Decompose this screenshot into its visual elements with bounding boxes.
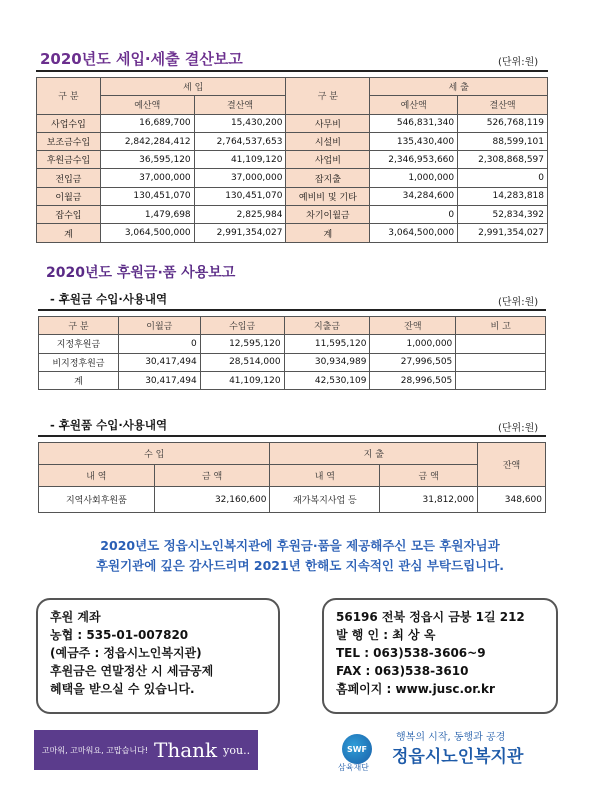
expense-budget: 3,064,500,000	[370, 224, 458, 242]
money-header: 비 고	[456, 317, 546, 335]
income-settle: 2,764,537,653	[194, 132, 286, 150]
money-cell: 41,109,120	[200, 371, 284, 389]
contact-homepage: 홈페이지 : www.jusc.or.kr	[336, 682, 495, 696]
income-settle: 2,825,984	[194, 206, 286, 224]
banner-thank-text: Thank	[154, 738, 218, 762]
report-title: 2020년도 세입·세출 결산보고	[40, 50, 243, 68]
goods-income-amount-header: 금 액	[154, 465, 270, 487]
goods-subtitle: - 후원품 수입·사용내역	[50, 418, 168, 432]
income-budget: 16,689,700	[100, 114, 194, 132]
money-cell	[456, 353, 546, 371]
money-cell: 비지정후원금	[39, 353, 119, 371]
expense-settle: 52,834,392	[458, 206, 548, 224]
income-budget-header: 예산액	[100, 96, 194, 114]
income-label: 이월금	[37, 187, 101, 205]
goods-income-amount: 32,160,600	[154, 487, 270, 513]
money-cell: 지정후원금	[39, 335, 119, 353]
expense-label: 시설비	[286, 132, 370, 150]
goods-balance: 348,600	[478, 487, 546, 513]
income-expense-table	[36, 77, 548, 243]
expense-settle: 526,768,119	[458, 114, 548, 132]
goods-expense-amount-header: 금 액	[380, 465, 478, 487]
expense-budget: 0	[370, 206, 458, 224]
goods-expense-item: 재가복지사업 등	[270, 487, 380, 513]
report-unit: (단위:원)	[498, 57, 539, 68]
income-label: 전입금	[37, 169, 101, 187]
account-line: 후원 계좌	[50, 610, 101, 624]
money-subtitle: - 후원금 수입·사용내역	[50, 292, 168, 306]
expense-settle: 0	[458, 169, 548, 187]
income-settle: 41,109,120	[194, 151, 286, 169]
income-settle: 37,000,000	[194, 169, 286, 187]
money-cell	[456, 371, 546, 389]
money-cell: 42,530,109	[284, 371, 370, 389]
report-rule	[36, 70, 548, 72]
table-row	[39, 487, 546, 513]
income-label: 보조금수입	[37, 132, 101, 150]
money-header: 잔액	[370, 317, 456, 335]
goods-balance-header: 잔액	[478, 443, 546, 487]
table-row	[39, 371, 546, 389]
money-cell	[456, 335, 546, 353]
expense-settle: 2,308,868,597	[458, 151, 548, 169]
table-row	[37, 132, 548, 150]
income-budget: 130,451,070	[100, 187, 194, 205]
expense-label: 잡지출	[286, 169, 370, 187]
income-budget: 3,064,500,000	[100, 224, 194, 242]
expense-settle: 14,283,818	[458, 187, 548, 205]
logo-name: 정읍시노인복지관	[392, 747, 524, 767]
income-budget: 2,842,284,412	[100, 132, 194, 150]
thank-you-banner	[34, 730, 258, 770]
money-header: 구 분	[39, 317, 119, 335]
money-header: 이월금	[118, 317, 200, 335]
welfare-center-logo	[336, 728, 556, 776]
expense-settle: 2,991,354,027	[458, 224, 548, 242]
money-cell: 0	[118, 335, 200, 353]
goods-income-item: 지역사회후원품	[39, 487, 155, 513]
table-row	[37, 224, 548, 242]
goods-income-item-header: 내 역	[39, 465, 155, 487]
swf-seal-icon: SWF	[342, 734, 372, 764]
income-label: 후원금수입	[37, 151, 101, 169]
thanks-line-2: 후원기관에 깊은 감사드리며 2021년 한해도 지속적인 관심 부탁드립니다.	[95, 558, 505, 573]
donation-title: 2020년도 후원금·품 사용보고	[46, 265, 236, 281]
expense-budget: 135,430,400	[370, 132, 458, 150]
table-row	[37, 206, 548, 224]
thanks-message	[0, 536, 600, 576]
income-header: 세 입	[100, 78, 286, 96]
expense-label: 차기이월금	[286, 206, 370, 224]
money-header: 수입금	[200, 317, 284, 335]
income-label: 계	[37, 224, 101, 242]
goods-expense-amount: 31,812,000	[380, 487, 478, 513]
account-line: (예금주 : 정읍시노인복지관)	[50, 646, 202, 660]
money-cell: 30,934,989	[284, 353, 370, 371]
logo-slogan: 행복의 시작, 동행과 공경	[396, 732, 506, 743]
expense-label: 계	[286, 224, 370, 242]
money-unit: (단위:원)	[498, 297, 539, 308]
account-box	[36, 598, 280, 714]
income-budget: 37,000,000	[100, 169, 194, 187]
expense-budget-header: 예산액	[370, 96, 458, 114]
income-budget: 1,479,698	[100, 206, 194, 224]
money-cell: 30,417,494	[118, 353, 200, 371]
contact-fax: FAX : 063)538-3610	[336, 664, 469, 678]
money-cell: 28,514,000	[200, 353, 284, 371]
money-rule	[38, 309, 546, 311]
table-row	[37, 151, 548, 169]
income-settle: 15,430,200	[194, 114, 286, 132]
donation-money-table	[38, 316, 546, 390]
expense-budget: 546,831,340	[370, 114, 458, 132]
money-cell: 1,000,000	[370, 335, 456, 353]
expense-label: 사무비	[286, 114, 370, 132]
banner-small-text: 고마워, 고마워요, 고맙습니다!	[41, 745, 149, 755]
account-line: 혜택을 받으실 수 있습니다.	[50, 682, 195, 696]
account-line: 농협 : 535-01-007820	[50, 628, 189, 642]
logo-foundation: 삼육재단	[338, 763, 369, 772]
expense-gubun-header: 구 분	[286, 78, 370, 115]
table-row	[37, 114, 548, 132]
money-cell: 계	[39, 371, 119, 389]
contact-tel: TEL : 063)538-3606~9	[336, 646, 486, 660]
money-cell: 11,595,120	[284, 335, 370, 353]
contact-box	[322, 598, 558, 714]
contact-publisher: 발 행 인 : 최 상 옥	[336, 628, 436, 642]
expense-budget: 1,000,000	[370, 169, 458, 187]
goods-rule	[38, 435, 546, 437]
income-settle: 130,451,070	[194, 187, 286, 205]
money-cell: 12,595,120	[200, 335, 284, 353]
thanks-line-1: 2020년도 정읍시노인복지관에 후원금·품을 제공해주신 모든 후원자님과	[100, 538, 500, 553]
income-settle: 2,991,354,027	[194, 224, 286, 242]
money-cell: 28,996,505	[370, 371, 456, 389]
expense-budget: 2,346,953,660	[370, 151, 458, 169]
goods-unit: (단위:원)	[498, 423, 539, 434]
income-label: 잡수입	[37, 206, 101, 224]
donation-goods-table	[38, 442, 546, 513]
income-gubun-header: 구 분	[37, 78, 101, 115]
banner-you-text: you..	[223, 743, 251, 757]
expense-header: 세 출	[370, 78, 548, 96]
account-line: 후원금은 연말정산 시 세금공제	[50, 664, 214, 678]
table-row	[39, 353, 546, 371]
expense-budget: 34,284,600	[370, 187, 458, 205]
income-settle-header: 결산액	[194, 96, 286, 114]
goods-expense-item-header: 내 역	[270, 465, 380, 487]
table-row	[37, 187, 548, 205]
table-row	[39, 335, 546, 353]
expense-settle-header: 결산액	[458, 96, 548, 114]
expense-label: 예비비 및 기타	[286, 187, 370, 205]
money-cell: 30,417,494	[118, 371, 200, 389]
table-row	[37, 169, 548, 187]
money-cell: 27,996,505	[370, 353, 456, 371]
money-header: 지출금	[284, 317, 370, 335]
contact-address: 56196 전북 정읍시 금붕 1길 212	[336, 610, 525, 624]
income-budget: 36,595,120	[100, 151, 194, 169]
expense-settle: 88,599,101	[458, 132, 548, 150]
goods-income-header: 수 입	[39, 443, 270, 465]
expense-label: 사업비	[286, 151, 370, 169]
income-label: 사업수입	[37, 114, 101, 132]
goods-expense-header: 지 출	[270, 443, 478, 465]
